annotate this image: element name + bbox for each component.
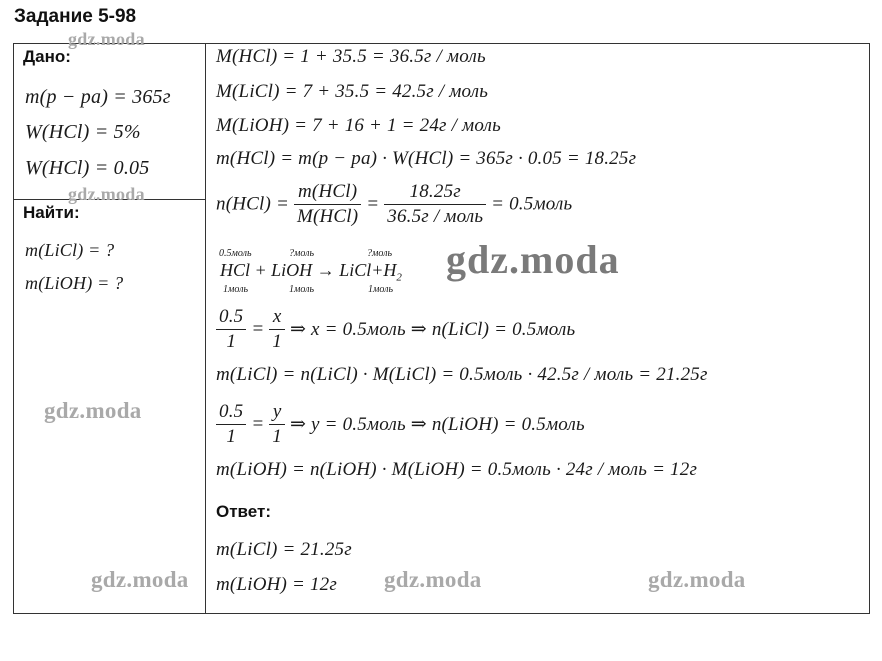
moles-hcl-numerator: m(HCl) — [294, 180, 361, 205]
ratio-y-result: ⇒ y = 0.5моль ⇒ n(LiOH) = 0.5моль — [289, 414, 585, 435]
moles-hcl-den-value: 36.5г / моль — [387, 206, 484, 227]
column-divider — [205, 43, 206, 614]
ratio-x-fraction-b — [269, 305, 285, 354]
given-mass-fraction-decimal: W(HCl) = 0.05 — [25, 157, 150, 179]
ratio-x-equation — [216, 305, 575, 354]
ratio-y-fraction-b — [269, 400, 285, 449]
reaction-arrow: → — [316, 260, 335, 280]
moles-hcl-eq-sign: = — [366, 193, 380, 215]
ratio-y-den-b: 1 — [272, 426, 282, 447]
moles-hcl-equation — [216, 180, 572, 229]
ratio-y-num-a: 0.5 — [216, 400, 246, 425]
answer-lioh: m(LiOH) = 12г — [216, 574, 337, 595]
moles-hcl-formula-fraction — [294, 180, 361, 229]
mass-licl: m(LiCl) = n(LiCl) · M(LiCl) = 0.5моль · 42.5г / моль = 21.25г — [216, 364, 708, 385]
ratio-x-den-b: 1 — [272, 331, 282, 352]
watermark-bottom-right: gdz.moda — [648, 567, 746, 592]
answer-heading: Ответ: — [216, 502, 271, 521]
given-mass-fraction-percent: W(HCl) = 5% — [25, 121, 141, 143]
moles-hcl-denominator: M(HCl) — [296, 206, 359, 227]
task-title: Задание 5-98 — [14, 6, 137, 27]
reaction-label-hcl-bottom: 1моль — [223, 284, 249, 295]
watermark-large: gdz.moda — [446, 237, 620, 282]
molar-mass-hcl: M(HCl) = 1 + 35.5 = 36.5г / моль — [216, 46, 486, 67]
product-h2: H — [383, 260, 397, 280]
reactant-hcl: HCl — [220, 260, 251, 280]
ratio-y-equation — [216, 400, 585, 449]
mass-lioh: m(LiOH) = n(LiOH) · M(LiOH) = 0.5моль · 24г / моль = 12г — [216, 459, 698, 480]
ratio-y-num-b: y — [269, 400, 285, 425]
answer-licl: m(LiCl) = 21.25г — [216, 539, 352, 560]
find-lioh-mass: m(LiOH) = ? — [25, 273, 124, 293]
ratio-x-eq: = — [251, 318, 265, 340]
reaction-label-hcl-top: 0.5моль — [219, 248, 252, 259]
moles-hcl-num-value: 18.25г — [384, 180, 486, 205]
mass-hcl: m(HCl) = m(p − pa) · W(HCl) = 365г · 0.05 = 18.25г — [216, 148, 637, 169]
plus-sign-1: + — [254, 260, 267, 280]
moles-hcl-numeric-fraction — [384, 180, 486, 229]
molar-mass-lioh: M(LiOH) = 7 + 16 + 1 = 24г / моль — [216, 115, 501, 136]
ratio-x-num-a: 0.5 — [216, 305, 246, 330]
moles-hcl-lhs: n(HCl) = — [216, 193, 289, 215]
molar-mass-licl: M(LiCl) = 7 + 35.5 = 42.5г / моль — [216, 81, 489, 102]
watermark-bottom-left: gdz.moda — [91, 567, 189, 592]
product-h2-subscript: 2 — [396, 271, 402, 284]
ratio-x-result: ⇒ x = 0.5моль ⇒ n(LiCl) = 0.5моль — [289, 319, 576, 340]
watermark-mid-left: gdz.moda — [68, 184, 145, 204]
reactant-lioh: LiOH — [271, 260, 313, 280]
ratio-y-fraction-a — [216, 400, 246, 449]
reaction-label-lioh-bottom: 1моль — [289, 284, 315, 295]
ratio-x-fraction-a — [216, 305, 246, 354]
reaction-label-lioh-top: ?моль — [289, 248, 315, 259]
given-solution-mass: m(p − pa) = 365г — [25, 86, 171, 108]
plus-sign-2: + — [371, 260, 384, 280]
ratio-x-num-b: x — [269, 305, 285, 330]
ratio-x-den-a: 1 — [226, 331, 237, 352]
ratio-y-den-a: 1 — [226, 426, 237, 447]
moles-hcl-result: = 0.5моль — [491, 193, 573, 215]
find-heading: Найти: — [23, 203, 80, 222]
given-heading: Дано: — [23, 47, 71, 66]
product-licl: LiCl — [339, 260, 372, 280]
find-licl-mass: m(LiCl) = ? — [25, 240, 115, 260]
reaction-formula — [220, 260, 402, 284]
ratio-y-eq: = — [251, 413, 265, 435]
watermark-top: gdz.moda — [68, 29, 145, 49]
reaction-label-licl-top: ?моль — [367, 248, 393, 259]
reaction-label-licl-bottom: 1моль — [368, 284, 394, 295]
watermark-left: gdz.moda — [44, 398, 142, 423]
watermark-bottom-center: gdz.moda — [384, 567, 482, 592]
